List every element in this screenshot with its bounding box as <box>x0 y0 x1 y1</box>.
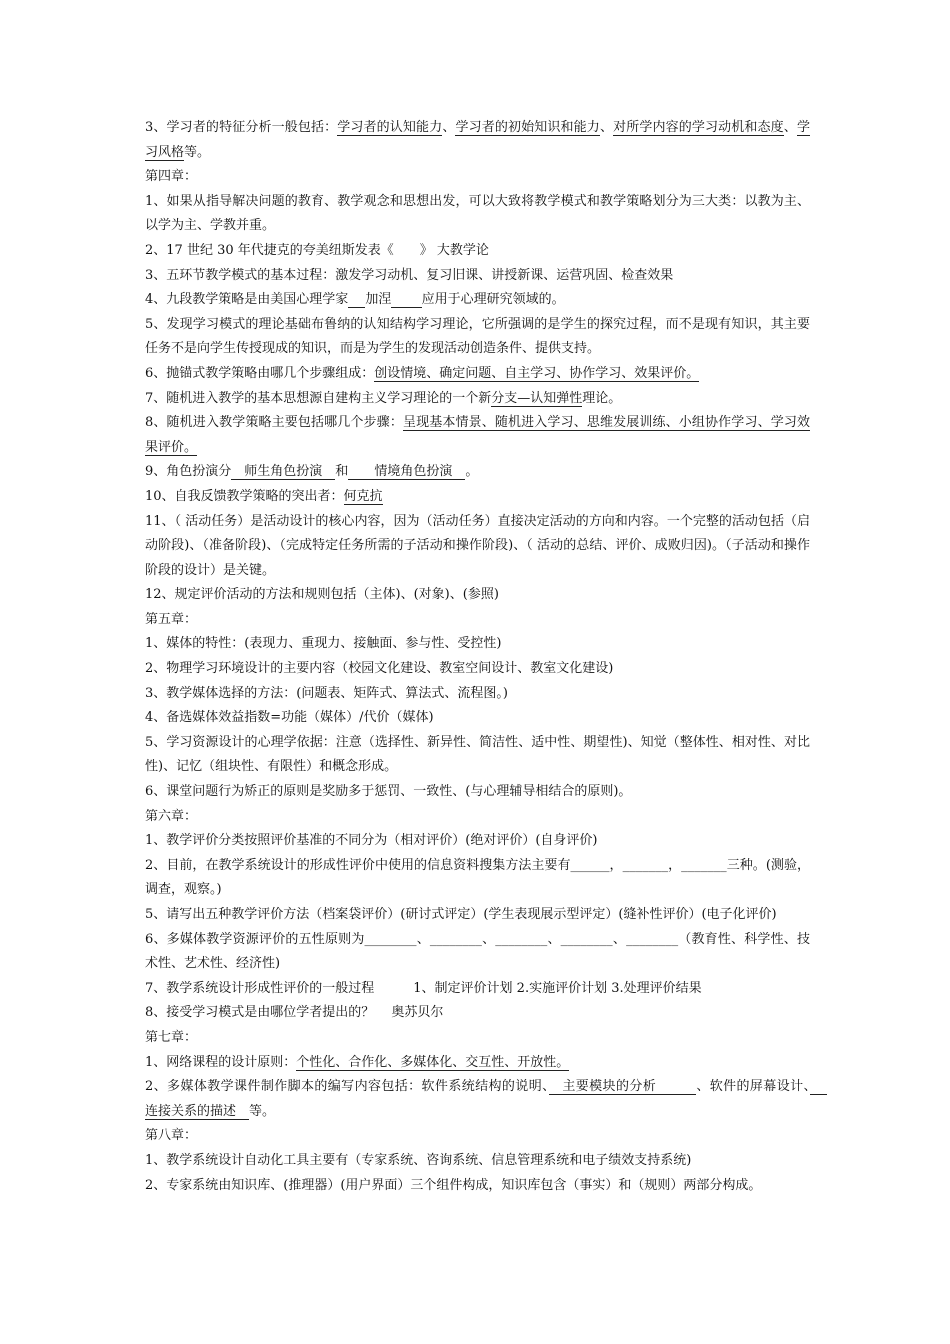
text-run: 第四章： <box>145 169 198 185</box>
text-run: 3、教学媒体选择的方法：(问题表、矩阵式、算法式、流程图。) <box>145 685 508 701</box>
question-item <box>145 1051 810 1076</box>
chapter-heading <box>145 608 810 633</box>
chapter-heading <box>145 165 810 190</box>
text-run: 。 <box>465 464 479 480</box>
text-run: 6、多媒体教学资源评价的五性原则为________、________、________、________、________（教育性、科学性、技术性、艺术性、经济性) <box>145 931 810 972</box>
question-item <box>145 829 810 854</box>
chapter-heading <box>145 805 810 830</box>
text-run: 2、物理学习环境设计的主要内容（校园文化建设、教室空间设计、教室文化建设) <box>145 661 614 677</box>
chapter-heading <box>145 1026 810 1051</box>
text-run: 、 <box>783 120 797 135</box>
text-run: 加涅 <box>365 292 392 308</box>
text-run: 1、媒体的特性：(表现力、重现力、接触面、参与性、受控性) <box>145 636 502 652</box>
question-item <box>145 264 810 289</box>
question-item <box>145 903 810 928</box>
underlined-answer: 师生角色扮演 <box>231 464 336 480</box>
underlined-answer: 创设情境、确定问题、自主学习、协作学习、效果评价。 <box>374 365 700 381</box>
text-run: 4、九段教学策略是由美国心理学家 <box>145 292 349 308</box>
question-item <box>145 731 810 780</box>
question-item <box>145 190 810 239</box>
underlined-answer: 主要模块的分析 <box>548 1079 697 1095</box>
text-run: 应用于心理研究领域的。 <box>421 292 565 308</box>
text-run: 8、随机进入教学策略主要包括哪几个步骤： <box>145 415 403 431</box>
underlined-answer: 呈现基本情景、随机进入学习、思维发展训练、小组协作学习、学习效果评价。 <box>145 415 810 455</box>
text-run: 7、教学系统设计形成性评价的一般过程 1、制定评价计划 2.实施评价计划 3.处理评价结果 <box>145 980 702 996</box>
question-item <box>145 116 810 165</box>
question-item <box>145 1174 810 1199</box>
question-item <box>145 239 810 264</box>
text-run: 5、发现学习模式的理论基础布鲁纳的认知结构学习理论，它所强调的是学生的探究过程，而不是现有知识，其主要任务不是向学生传授现成的知识，而是为学生的发现活动创造条件、提供支持。 <box>145 316 810 357</box>
text-run: 11、（ 活动任务）是活动设计的核心内容，因为（活动任务）直接决定活动的方向和内容。一个完整的活动包括（启动阶段)、（准备阶段)、（完成特定任务所需的子活动和操作阶段)、（ 活动的总结、评价、成败归因)。（子活动和操作阶段的设计）是关键。 <box>145 513 810 578</box>
question-item <box>145 682 810 707</box>
underlined-answer: 何克抗 <box>343 488 383 504</box>
text-run: 等。 <box>249 1103 276 1119</box>
question-item <box>145 362 810 387</box>
text-run: 7、随机进入教学的基本思想源自建构主义学习理论的一个新 <box>145 390 492 406</box>
text-run: 4、备选媒体效益指数=功能（媒体）/代价（媒体) <box>145 710 434 726</box>
underlined-answer: 连接关系的描述 <box>145 1079 828 1119</box>
text-run: 2、17 世纪 30 年代捷克的夸美纽斯发表《 》 大教学论 <box>145 242 489 258</box>
text-run: 3、五环节教学模式的基本过程：激发学习动机、复习旧课、讲授新课、运营巩固、检查效果 <box>145 267 674 283</box>
text-run: 1、如果从指导解决问题的教育、教学观念和思想出发，可以大致将教学模式和教学策略划分为三大类：以教为主、以学为主、学教并重。 <box>145 193 810 234</box>
text-run: 第五章： <box>145 611 198 627</box>
text-run: 2、专家系统由知识库、(推理器）(用户界面）三个组件构成，知识库包含（事实）和（规则）两部分构成。 <box>145 1177 762 1193</box>
text-run: 和 <box>335 464 349 480</box>
text-run: 第六章： <box>145 808 198 824</box>
question-item <box>145 313 810 362</box>
question-item <box>145 632 810 657</box>
question-item <box>145 411 810 460</box>
question-item <box>145 510 810 584</box>
text-run: 6、抛锚式教学策略由哪几个步骤组成： <box>145 365 375 381</box>
text-run: 12、规定评价活动的方法和规则包括（主体)、(对象)、(参照) <box>145 587 499 603</box>
text-run: 1、教学评价分类按照评价基准的不同分为（相对评价）(绝对评价）(自身评价) <box>145 833 598 849</box>
question-item <box>145 780 810 805</box>
underlined-answer: 情境角色扮演 <box>348 464 466 480</box>
question-item <box>145 583 810 608</box>
text-run: 、 <box>599 120 614 135</box>
text-run: 理论。 <box>582 390 622 406</box>
question-item <box>145 288 810 313</box>
text-run: 1、教学系统设计自动化工具主要有（专家系统、咨询系统、信息管理系统和电子绩效支持系统) <box>145 1152 692 1168</box>
question-item <box>145 1001 810 1026</box>
question-item <box>145 657 810 682</box>
question-item <box>145 706 810 731</box>
underlined-answer: 个性化、合作化、多媒体化、交互性、开放性。 <box>296 1054 570 1070</box>
question-item <box>145 387 810 412</box>
text-run: 5、学习资源设计的心理学依据：注意（选择性、新异性、简洁性、适中性、期望性)、知觉（整体性、相对性、对比性)、记忆（组块性、有限性）和概念形成。 <box>145 734 810 775</box>
text-run: 8、接受学习模式是由哪位学者提出的？ 奥苏贝尔 <box>145 1005 444 1021</box>
underlined-answer: 学习者的认知能力 <box>337 120 443 135</box>
question-item <box>145 485 810 510</box>
underlined-answer: 学习者的初始知识和能力 <box>455 120 600 135</box>
text-run: 1、网络课程的设计原则： <box>145 1054 297 1070</box>
question-item <box>145 1075 828 1124</box>
question-item <box>145 928 810 977</box>
text-run: 第八章： <box>145 1128 198 1144</box>
document-body <box>145 116 828 1198</box>
underlined-answer: 分支—认知弹性 <box>491 390 583 406</box>
text-run: 、软件的屏幕设计、 <box>696 1079 810 1095</box>
text-run: 2、目前，在教学系统设计的形成性评价中使用的信息资料搜集方法主要有______，_______，_______三种。(测验，调查，观察。) <box>145 857 810 898</box>
text-run: 3、学习者的特征分析一般包括： <box>145 120 338 135</box>
underlined-answer <box>348 292 365 308</box>
text-run: 等。 <box>184 144 211 160</box>
underlined-answer <box>391 292 421 308</box>
question-item <box>145 977 810 1002</box>
text-run: 9、角色扮演分 <box>145 464 232 480</box>
text-run: 2、多媒体教学课件制作脚本的编写内容包括：软件系统结构的说明、 <box>145 1079 549 1095</box>
text-run: 、 <box>442 120 456 135</box>
question-item <box>145 460 810 485</box>
chapter-heading <box>145 1124 810 1149</box>
question-item <box>145 1149 810 1174</box>
question-item <box>145 854 810 903</box>
text-run: 第七章： <box>145 1029 198 1045</box>
text-run: 10、自我反馈教学策略的突出者： <box>145 488 344 504</box>
text-run: 6、课堂问题行为矫正的原则是奖励多于惩罚、一致性、(与心理辅导相结合的原则)。 <box>145 784 632 800</box>
text-run: 5、请写出五种教学评价方法（档案袋评价）(研讨式评定）(学生表现展示型评定）(缝补性评价）(电子化评价) <box>145 907 777 922</box>
underlined-answer: 学习风格 <box>145 120 810 160</box>
underlined-answer: 对所学内容的学习动机和态度 <box>613 120 784 135</box>
